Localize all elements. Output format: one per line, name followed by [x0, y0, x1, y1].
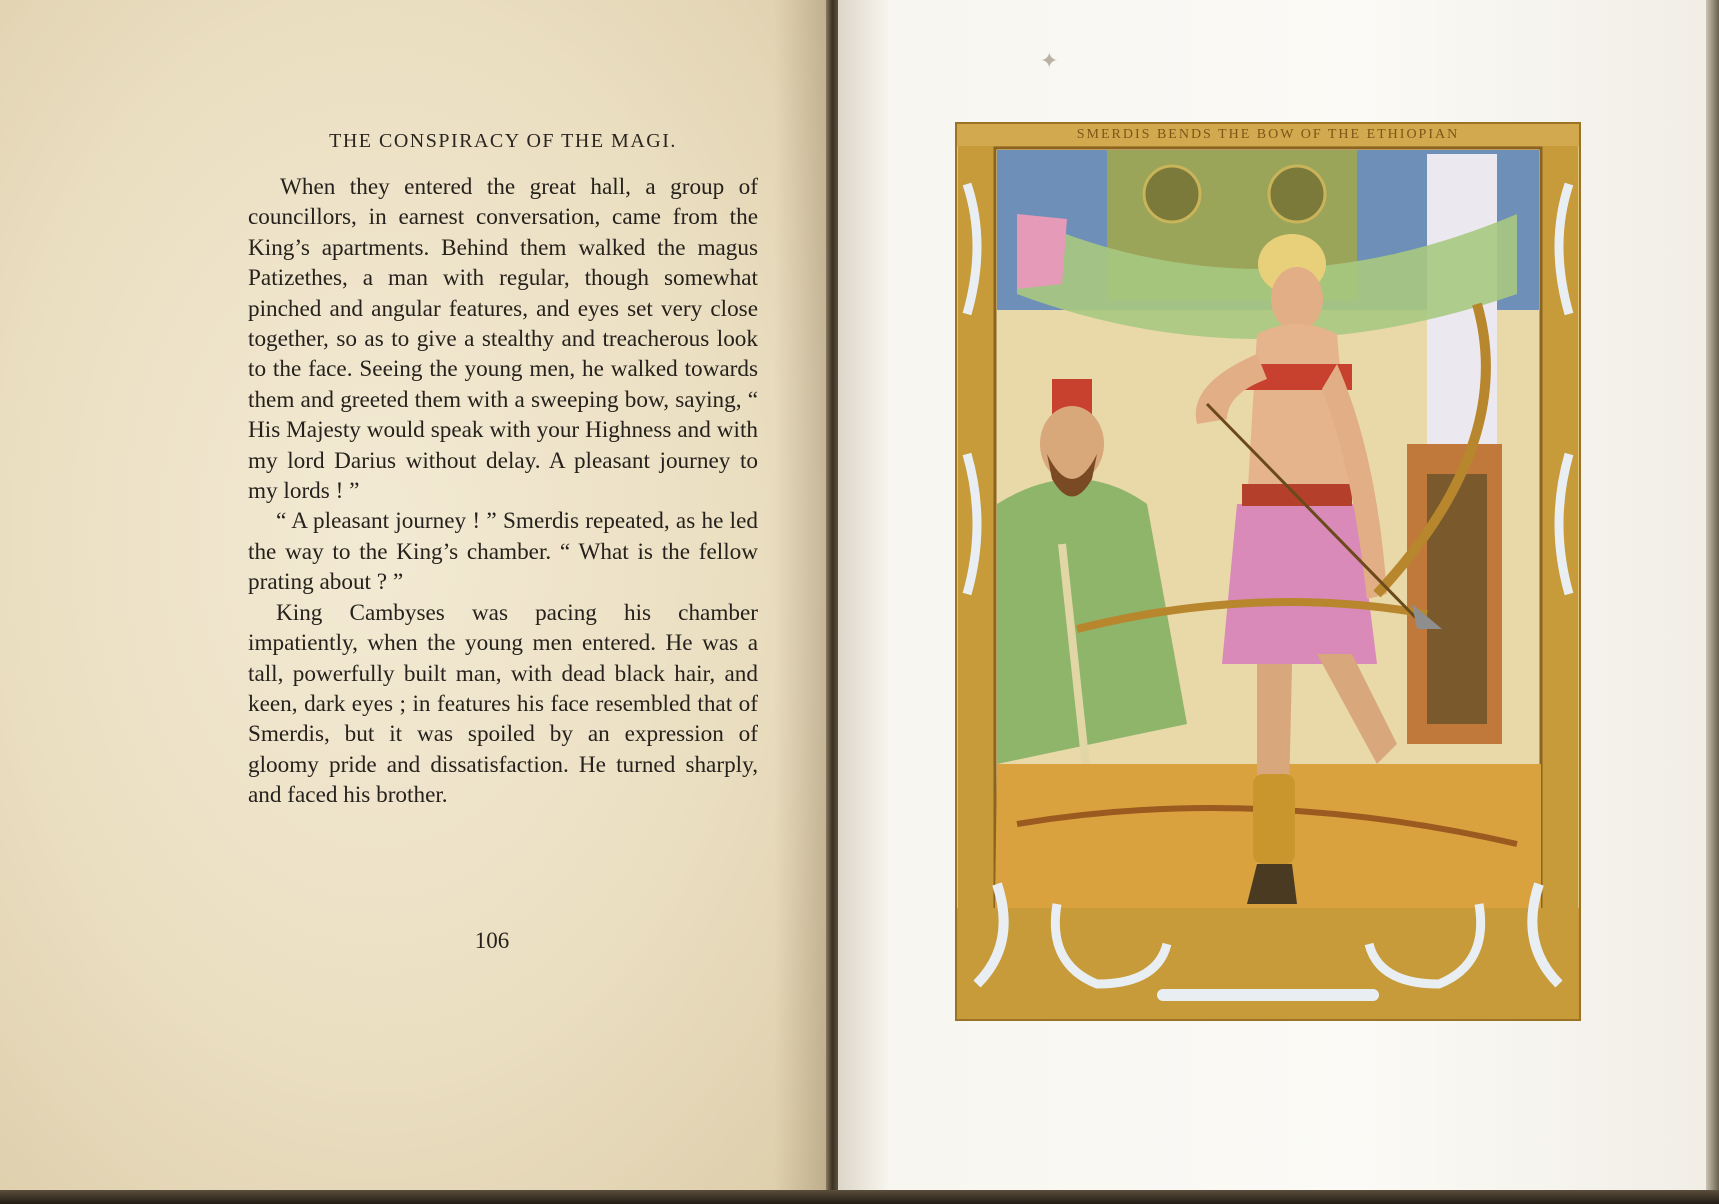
page-number: 106: [474, 928, 510, 953]
paragraph-2: “ A pleasant journey ! ” Smerdis repeated, as he led the way to the King’s chamber. “ What is the fellow prating about ? ”: [248, 508, 758, 596]
ink-mark: ✦: [1040, 48, 1059, 73]
left-page: [0, 0, 834, 1196]
paragraph-3: King Cambyses was pacing his chamber impatiently, when the young men entered. He was a tall, powerfully built man, with dead black hair, and keen, dark eyes ; in features his face resembled that of Smerdis, but it was spoiled by an expression of gloomy pride and dissatisfaction. He turned sharply, and faced his brother.: [248, 599, 758, 809]
page-edge-bottom: [0, 1190, 1719, 1204]
page-edge-right: [1706, 0, 1719, 1204]
plate-caption: SMERDIS BENDS THE BOW OF THE ETHIOPIAN: [957, 124, 1579, 146]
color-plate-illustration: [955, 122, 1581, 1021]
plate-artwork: [957, 124, 1579, 1019]
paragraph-1: When they entered the great hall, a group of councillors, in earnest conversation, came from the King’s apartments. Behind them walked the magus Patizethes, a man with regular, though somewhat pinched and angular features, and eyes set very close together, so as to give a stealthy and treacherous look to the face. Seeing the young men, he walked towards them and greeted them with a sweeping bow, saying, “ His Majesty would speak with your Highness and with my lord Darius without delay. A pleasant journey to my lords ! ”: [248, 174, 758, 505]
running-head: THE CONSPIRACY OF THE MAGI.: [329, 130, 677, 152]
body-text: [248, 172, 758, 811]
